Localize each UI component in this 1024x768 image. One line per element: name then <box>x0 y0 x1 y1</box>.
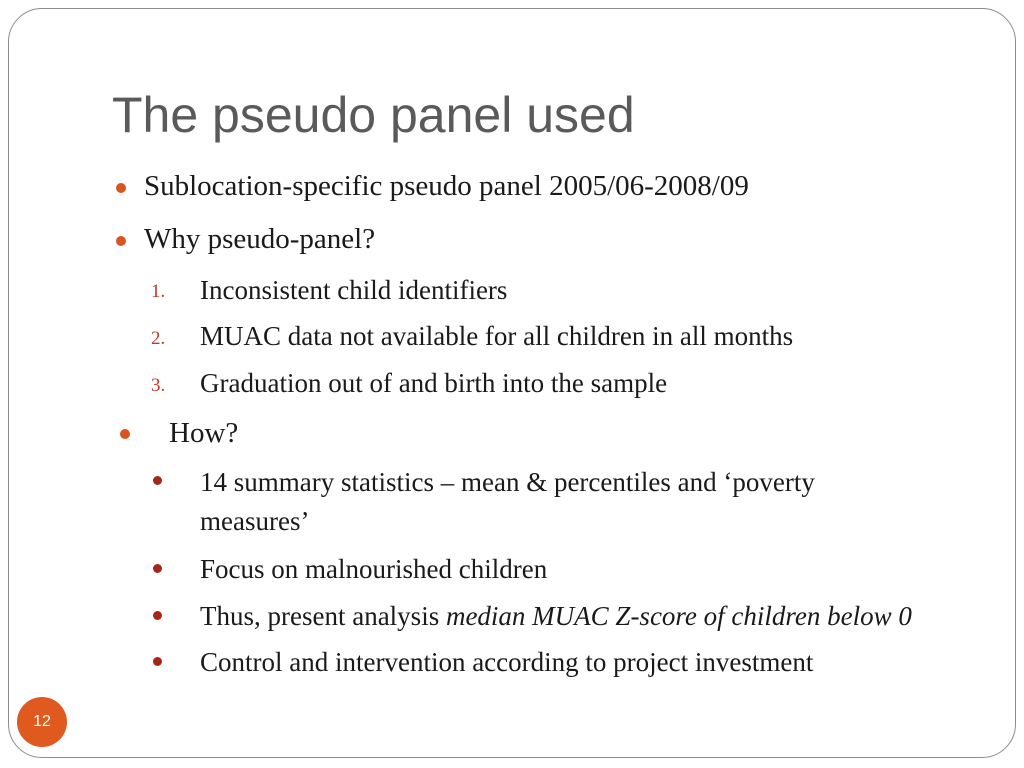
how-item-analysis <box>200 601 912 632</box>
sub-bullet-icon <box>153 611 162 620</box>
page-number-badge: 12 <box>17 697 67 747</box>
bullet-sublocation: Sublocation-specific pseudo panel 2005/06-2008/09 <box>144 170 749 202</box>
reason-number: 3. <box>151 375 166 396</box>
reason-number: 1. <box>151 281 166 302</box>
sub-bullet-icon <box>153 476 162 485</box>
how-heading: How? <box>169 417 239 449</box>
reason-item: Graduation out of and birth into the sample <box>200 368 668 398</box>
sub-bullet-icon <box>153 657 162 666</box>
how-item-control: Control and intervention according to project investment <box>200 647 814 677</box>
how-item-summary-stats: 14 summary statistics – mean & percentiles and ‘poverty <box>200 467 815 497</box>
bullet-icon <box>116 236 126 246</box>
how-item-malnourished: Focus on malnourished children <box>200 554 548 584</box>
analysis-italic-text: median MUAC Z-score of children below 0 <box>445 601 912 631</box>
reason-item: Inconsistent child identifiers <box>200 275 508 305</box>
slide-title: The pseudo panel used <box>112 87 635 143</box>
reason-number: 2. <box>151 328 166 349</box>
sub-bullet-icon <box>153 564 162 573</box>
bullet-why-pseudo-panel: Why pseudo-panel? <box>144 223 376 255</box>
bullet-icon <box>116 183 126 193</box>
how-item-summary-stats-cont: measures’ <box>200 506 310 536</box>
analysis-text: Thus, present analysis <box>200 601 446 631</box>
reason-item: MUAC data not available for all children in all months <box>200 321 794 351</box>
bullet-icon <box>120 429 130 439</box>
